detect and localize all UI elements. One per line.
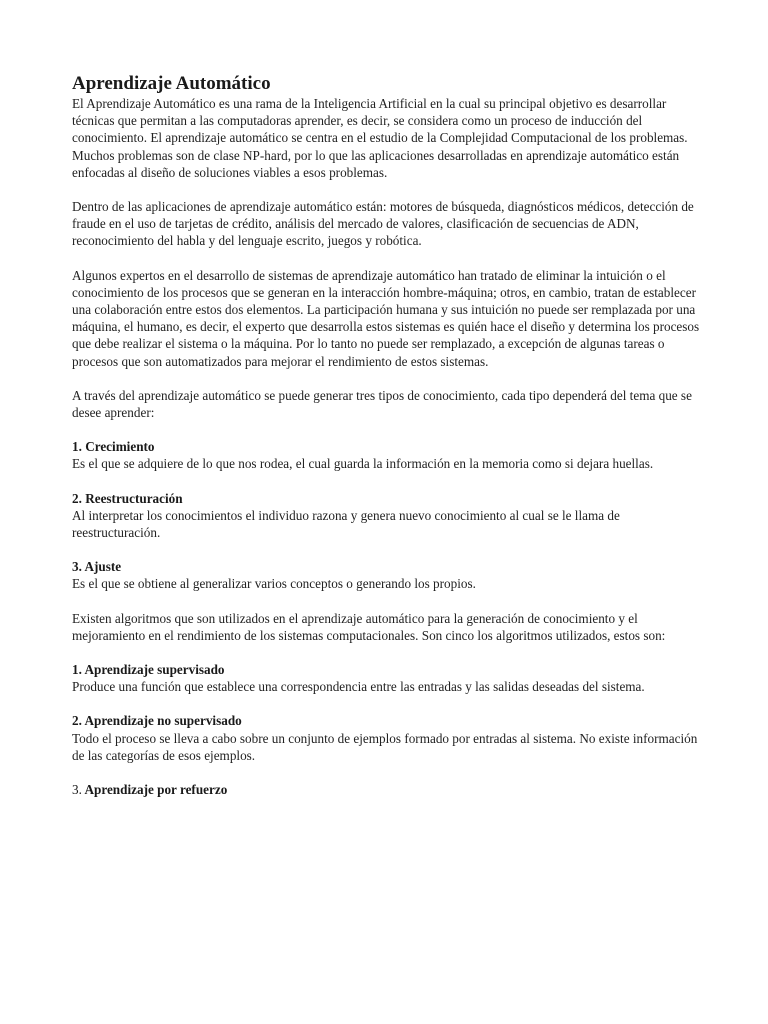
section-heading: 3. Ajuste [72, 559, 122, 575]
section-heading: 2. Reestructuración [72, 490, 183, 506]
section-body: Produce una función que establece una correspondencia entre las entradas y las salidas deseadas del sistema. [72, 679, 645, 695]
algorithm-supervisado [72, 661, 704, 695]
section-number: 3. [72, 782, 82, 798]
section-heading: 2. Aprendizaje no supervisado [72, 713, 242, 729]
knowledge-type-crecimiento [72, 438, 704, 472]
section-heading: 1. Crecimiento [72, 439, 155, 455]
paragraph-spacer [72, 370, 704, 387]
section-body: Todo el proceso se lleva a cabo sobre un conjunto de ejemplos formado por entradas al sistema. No existe información de las categorías de esos ejemplos. [72, 730, 698, 763]
section-body: Al interpretar los conocimientos el individuo razona y genera nuevo conocimiento al cual se le llama de reestructuración. [72, 507, 620, 541]
document-title: Aprendizaje Automático [72, 73, 271, 94]
section-heading-text: Aprendizaje por refuerzo [84, 782, 228, 798]
section-body: Es el que se obtiene al generalizar varios conceptos o generando los propios. [72, 576, 476, 592]
paragraph-spacer [72, 541, 704, 558]
section-heading: 1. Aprendizaje supervisado [72, 662, 225, 678]
paragraph-spacer [72, 421, 704, 438]
paragraph-algorithms-intro: Existen algoritmos que son utilizados en el aprendizaje automático para la generación de conocimiento y el mejoramiento en el rendimiento de los sistemas computacionales. Son cinco los algoritmos utilizados, estos son: [72, 610, 666, 643]
section-body: Es el que se adquiere de lo que nos rodea, el cual guarda la información en la memoria como si dejara huellas. [72, 456, 654, 472]
paragraph-applications: Dentro de las aplicaciones de aprendizaje automático están: motores de búsqueda, diagnósticos médicos, detección de fraude en el uso de tarjetas de crédito, análisis del mercado de valores, clasificación de secuencias de ADN, reconocimiento del habla y del lenguaje escrito, juegos y robótica. [72, 199, 694, 249]
paragraph-spacer [72, 764, 704, 781]
document-page [72, 73, 704, 798]
paragraph-spacer [72, 250, 704, 267]
paragraph-experts: Algunos expertos en el desarrollo de sistemas de aprendizaje automático han tratado de eliminar la intuición o el conocimiento de los procesos que se generan en la interacción hombre-máquina; otros, en cambio, tratan de establecer una colaboración entre estos dos elementos. La participación humana y sus intuición no puede ser remplazada por una máquina, el humano, es decir, el experto que desarrolla estos sistemas es quién hace el diseño y determina los procesos que debe realizar el sistema o la máquina. Por lo tanto no puede ser remplazado, a excepción de algunas tareas o procesos que son automatizados para mejorar el rendimiento de estos sistemas. [72, 267, 700, 369]
knowledge-type-reestructuracion [72, 490, 704, 542]
paragraph-spacer [72, 181, 704, 198]
paragraph-intro: El Aprendizaje Automático es una rama de la Inteligencia Artificial en la cual su principal objetivo es desarrollar técnicas que permitan a las computadoras aprender, es decir, se considera como un proceso de inducción del conocimiento. El aprendizaje automático se centra en el estudio de la Complejidad Computacional de los problemas. Muchos problemas son de clase NP-hard, por lo que las aplicaciones desarrolladas en aprendizaje automático están enfocadas al diseño de soluciones viables a esos problemas. [72, 96, 688, 180]
algorithm-refuerzo-heading [72, 781, 704, 798]
paragraph-spacer [72, 593, 704, 610]
paragraph-spacer [72, 644, 704, 661]
algorithm-no-supervisado [72, 712, 704, 764]
knowledge-type-ajuste [72, 558, 704, 592]
paragraph-spacer [72, 695, 704, 712]
paragraph-spacer [72, 473, 704, 490]
paragraph-knowledge-intro: A través del aprendizaje automático se puede generar tres tipos de conocimiento, cada tipo dependerá del tema que se desee aprender: [72, 387, 692, 421]
